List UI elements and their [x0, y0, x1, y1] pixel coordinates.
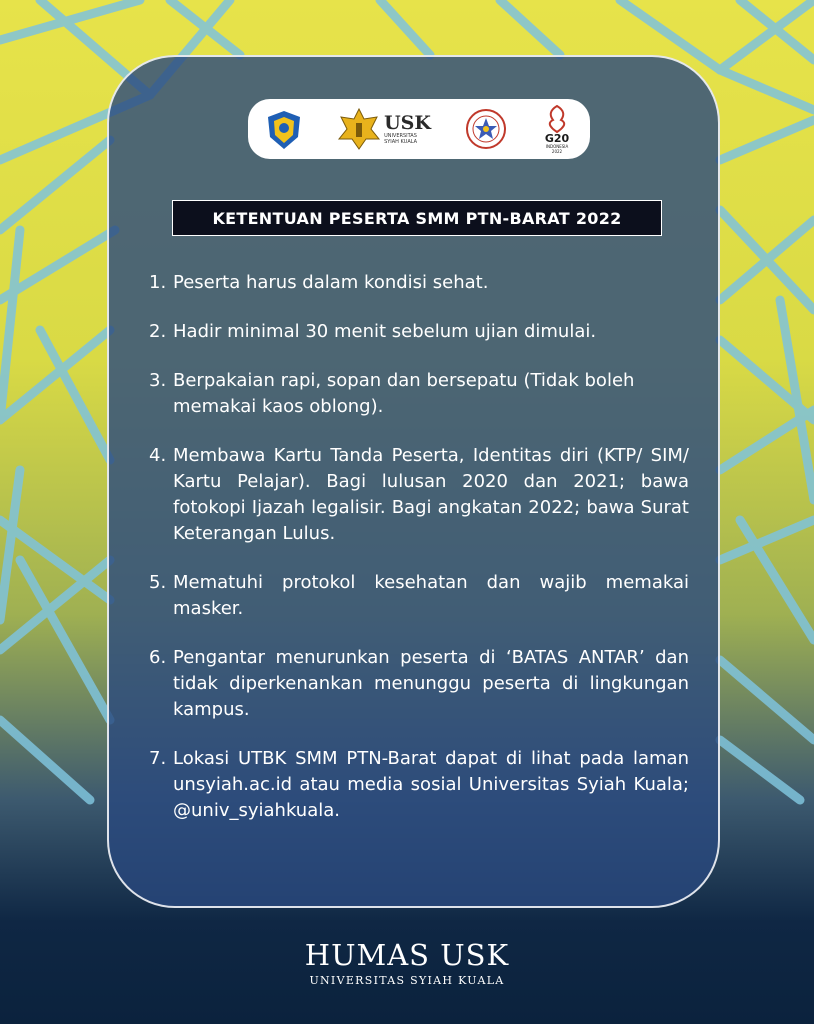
rule-number: 6.: [149, 647, 167, 668]
usk-subtitle-1: UNIVERSITAS: [384, 132, 417, 139]
footer-subtitle: UNIVERSITAS SYIAH KUALA: [309, 974, 505, 987]
rule-item: [149, 319, 689, 345]
kemdikbud-logo: [265, 109, 303, 149]
rule-number: 3.: [149, 370, 167, 391]
rule-text: Membawa Kartu Tanda Peserta, Identitas diri (KTP/ SIM/ Kartu Pelajar). Bagi lulusan 2020 dan 2021; bawa fotokopi Ijazah legalisir. Bagi angkatan 2022; bawa Surat Keterangan Lulus.: [173, 445, 689, 544]
rule-item: [149, 570, 689, 622]
usk-subtitle-2: SYIAH KUALA: [384, 138, 418, 145]
page-title: KETENTUAN PESERTA SMM PTN-BARAT 2022: [212, 208, 622, 228]
rules-list: [149, 270, 689, 847]
rule-item: [149, 270, 689, 296]
rule-text: Berpakaian rapi, sopan dan bersepatu (Tidak boleh memakai kaos oblong).: [173, 370, 635, 417]
rule-number: 5.: [149, 572, 167, 593]
rule-text: Hadir minimal 30 menit sebelum ujian dimulai.: [173, 321, 597, 342]
usk-logo: [337, 107, 431, 151]
footer-brand: HUMAS USK: [304, 938, 510, 972]
rule-item: [149, 368, 689, 420]
rule-text: Pengantar menurunkan peserta di ‘BATAS ANTAR’ dan tidak diperkenankan menunggu peserta di lingkungan kampus.: [173, 647, 689, 720]
rule-text: Peserta harus dalam kondisi sehat.: [173, 272, 489, 293]
g20-icon: [541, 104, 573, 154]
rule-item: [149, 746, 689, 824]
usk-wordmark: USK: [384, 111, 431, 134]
g20-wordmark: G20: [544, 132, 570, 145]
rule-number: 4.: [149, 445, 167, 466]
ptn-barat-logo: [465, 108, 507, 150]
usk-emblem-icon: [337, 107, 381, 151]
ptn-barat-icon: [465, 108, 507, 150]
title-banner: [172, 200, 662, 236]
rule-number: 2.: [149, 321, 167, 342]
logo-bar: [248, 99, 590, 159]
g20-year: 2022: [551, 149, 563, 154]
rule-item: [149, 443, 689, 547]
kemdikbud-icon: [265, 109, 303, 149]
rule-number: 7.: [149, 748, 167, 769]
g20-country: INDONESIA: [545, 144, 569, 149]
rule-item: [149, 645, 689, 723]
g20-logo: [541, 104, 573, 154]
rule-text: Lokasi UTBK SMM PTN-Barat dapat di lihat pada laman unsyiah.ac.id atau media sosial Universitas Syiah Kuala; @univ_syiahkuala.: [173, 748, 689, 821]
rule-text: Mematuhi protokol kesehatan dan wajib memakai masker.: [173, 572, 689, 619]
rule-number: 1.: [149, 272, 167, 293]
